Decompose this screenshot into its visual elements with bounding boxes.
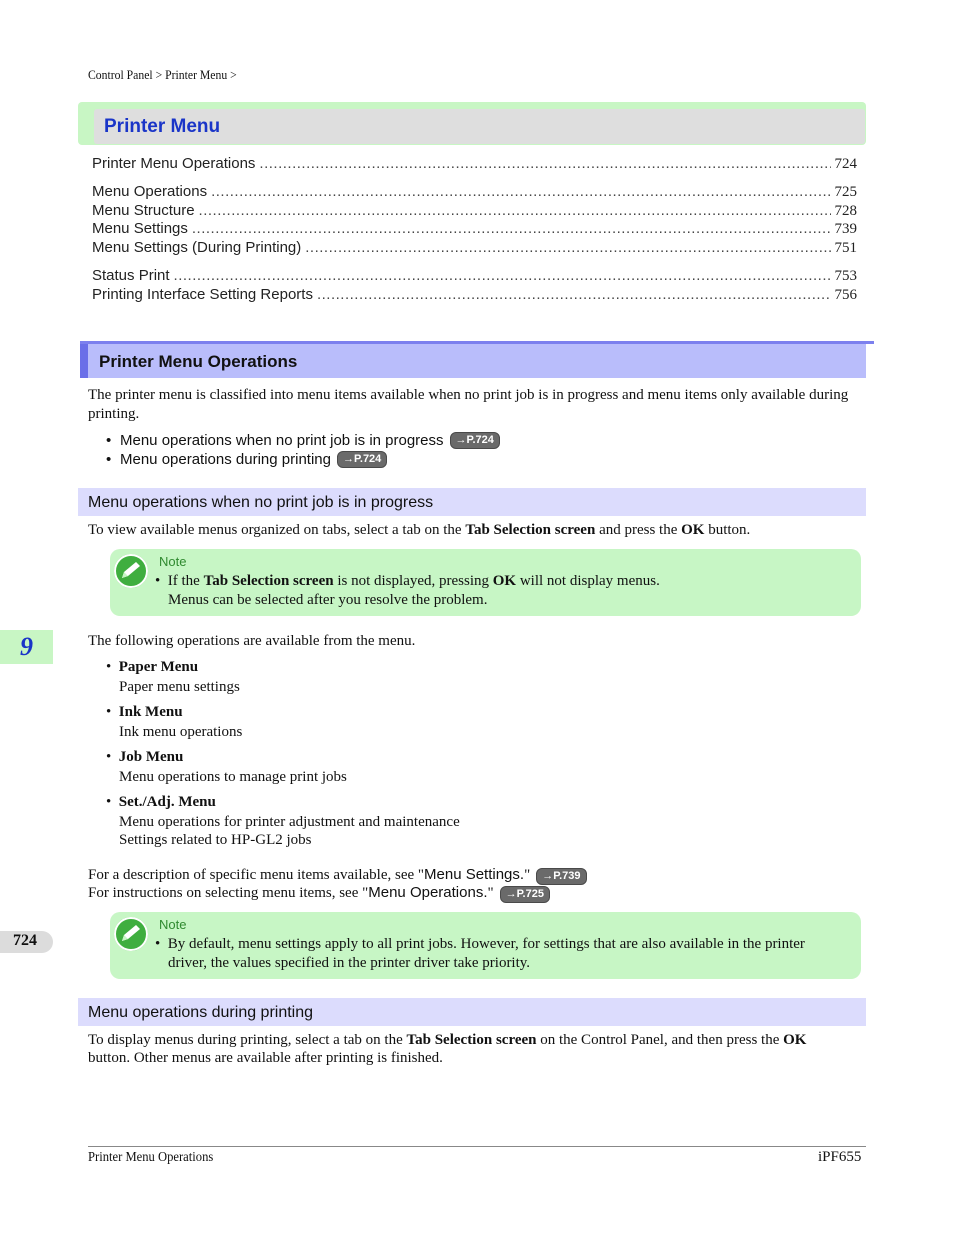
- breadcrumb-control-panel[interactable]: Control Panel: [88, 67, 153, 82]
- breadcrumb: [88, 67, 237, 83]
- text-run: For a description of specific menu items available, see ": [88, 867, 425, 883]
- toc-leader: [305, 239, 830, 256]
- chapter-number: 9: [20, 632, 33, 661]
- toc-entry-label: Menu Operations: [92, 183, 208, 200]
- footer-model-name: iPF655: [818, 1149, 862, 1165]
- toc-leader: [317, 286, 831, 303]
- section-title: Printer Menu Operations: [99, 352, 298, 371]
- toc-entry-page: 724: [834, 156, 857, 172]
- bullet-dot: •: [106, 432, 112, 449]
- toc-entry-label: Menu Settings: [92, 220, 188, 237]
- menu-description: Settings related to HP-GL2 jobs: [119, 832, 312, 848]
- note-pencil-icon: [114, 554, 148, 588]
- toc-leader: [174, 267, 831, 284]
- toc-leader: [259, 155, 830, 172]
- toc-entry[interactable]: [92, 220, 857, 238]
- menu-name: Job Menu: [118, 749, 184, 765]
- list-item: • Ink Menu: [106, 704, 183, 720]
- text-run: To view available menus organized on tabs, select a tab on the: [88, 522, 466, 538]
- toc-entry-page: 739: [834, 221, 857, 237]
- cross-reference[interactable]: Menu Settings.: [424, 866, 525, 883]
- note-pencil-icon: [114, 917, 148, 951]
- paragraph: The following operations are available from the menu.: [88, 633, 416, 649]
- toc-entry-label: Status Print: [92, 267, 170, 284]
- list-item: • Paper Menu: [106, 659, 199, 675]
- paragraph: [88, 1031, 806, 1050]
- paragraph: [88, 866, 587, 885]
- ui-term: Tab Selection screen: [465, 522, 596, 538]
- link-label[interactable]: Menu operations when no print job is in progress: [120, 432, 444, 449]
- toc-entry[interactable]: [92, 183, 857, 201]
- toc-leader: [199, 202, 831, 219]
- menu-description: Ink menu operations: [119, 724, 243, 740]
- text-run: button.: [704, 522, 751, 538]
- note-label: Note: [159, 917, 187, 932]
- menu-description: Menu operations for printer adjustment and maintenance: [119, 814, 460, 830]
- text-run: If the: [167, 573, 204, 589]
- toc-leader: [192, 220, 831, 237]
- note-text: • By default, menu settings apply to all print jobs. However, for settings that are also available in the printer: [155, 936, 805, 952]
- text-run: For instructions on selecting menu items, see ": [88, 885, 369, 901]
- page-ref-link[interactable]: →P.725: [500, 886, 550, 903]
- list-item: [106, 432, 500, 449]
- chapter-title: Printer Menu: [104, 116, 221, 137]
- breadcrumb-printer-menu[interactable]: Printer Menu: [165, 67, 228, 82]
- menu-description: Paper menu settings: [119, 679, 240, 695]
- breadcrumb-separator: >: [230, 67, 237, 82]
- cross-reference[interactable]: Menu Operations.: [368, 884, 488, 901]
- list-item: • Job Menu: [106, 749, 184, 765]
- ui-term: OK: [681, 522, 705, 538]
- toc-leader: [211, 183, 830, 200]
- toc-entry-label: Menu Settings (During Printing): [92, 239, 302, 256]
- text-run: is not displayed, pressing: [333, 573, 493, 589]
- toc-entry-page: 756: [834, 287, 857, 303]
- ui-term: Tab Selection screen: [203, 573, 334, 589]
- link-label[interactable]: Menu operations during printing: [120, 451, 331, 468]
- note-label: Note: [159, 554, 187, 569]
- paragraph-line2: button. Other menus are available after printing is finished.: [88, 1050, 443, 1066]
- text-run: and press the: [595, 522, 682, 538]
- ui-term: Tab Selection screen: [406, 1032, 537, 1048]
- menu-name: Paper Menu: [118, 659, 199, 675]
- text-run: on the Control Panel, and then press the: [536, 1032, 784, 1048]
- subsection-title: Menu operations during printing: [88, 1004, 314, 1021]
- menu-name: Ink Menu: [118, 704, 183, 720]
- menu-name: Set./Adj. Menu: [118, 794, 216, 810]
- text-run: will not display menus.: [516, 573, 660, 589]
- breadcrumb-separator: >: [155, 67, 163, 82]
- page-ref-link[interactable]: →P.724: [337, 451, 387, 468]
- note-text: • If the Tab Selection screen is not displayed, pressing OK will not display menus.: [155, 573, 660, 589]
- toc-entry-page: 751: [834, 240, 857, 256]
- toc-entry[interactable]: [92, 239, 857, 257]
- text-run: By default, menu settings apply to all print jobs. However, for settings that are also available in the printer: [167, 936, 805, 952]
- paragraph: [88, 521, 750, 540]
- page-ref-link[interactable]: →P.739: [536, 868, 586, 885]
- footer-section-name: Printer Menu Operations: [88, 1150, 214, 1165]
- text-run: To display menus during printing, select a tab on the: [88, 1032, 407, 1048]
- section-intro: The printer menu is classified into menu items available when no print job is in progress and menu items only available during printing.: [88, 387, 849, 422]
- page-number: 724: [13, 932, 37, 949]
- paragraph: [88, 884, 550, 903]
- text-run: ": [524, 867, 531, 883]
- toc-entry-label: Printer Menu Operations: [92, 155, 256, 172]
- note-text-line2: driver, the values specified in the printer driver take priority.: [168, 955, 531, 971]
- footer-divider: [88, 1146, 866, 1147]
- menu-description: Menu operations to manage print jobs: [119, 769, 347, 785]
- text-run: ": [487, 885, 494, 901]
- toc-entry-label: Printing Interface Setting Reports: [92, 286, 313, 303]
- toc-entry-page: 725: [834, 184, 857, 200]
- bullet-dot: •: [106, 451, 112, 468]
- toc-entry[interactable]: [92, 202, 857, 220]
- list-item: [106, 451, 387, 468]
- toc-entry-page: 728: [834, 203, 857, 219]
- toc-entry-label: Menu Structure: [92, 202, 195, 219]
- subsection-title: Menu operations when no print job is in progress: [88, 494, 434, 511]
- toc-entry-page: 753: [834, 268, 857, 284]
- toc-entry[interactable]: [92, 286, 857, 304]
- ui-term: OK: [492, 573, 517, 589]
- toc-entry[interactable]: [92, 155, 857, 173]
- list-item: • Set./Adj. Menu: [106, 794, 216, 810]
- page-ref-link[interactable]: →P.724: [450, 432, 500, 449]
- ui-term: OK: [783, 1032, 807, 1048]
- note-text-line2: Menus can be selected after you resolve the problem.: [168, 592, 488, 608]
- toc-entry[interactable]: [92, 267, 857, 285]
